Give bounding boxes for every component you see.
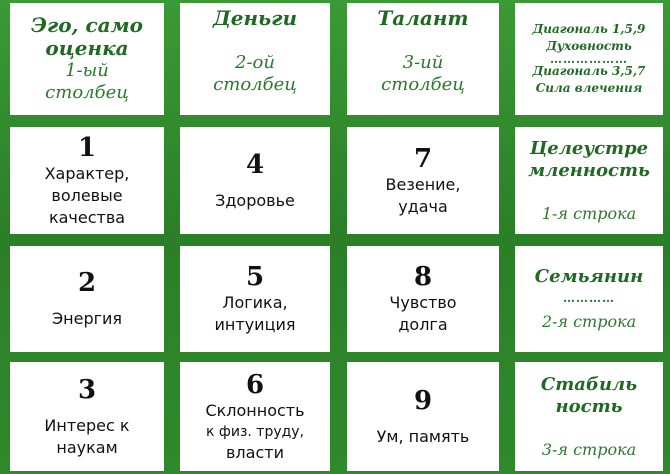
cell-7-line-2: удача — [398, 196, 448, 216]
row-3-title-1: Стабиль — [540, 373, 638, 395]
header-diagonals — [515, 3, 663, 115]
cell-1 — [10, 127, 164, 234]
header-col3-sub-1: 3-ий — [402, 52, 444, 73]
cell-8-line-1: Чувство — [389, 293, 457, 312]
cell-6 — [180, 362, 330, 471]
cell-9 — [347, 362, 499, 471]
header-col2-sub-2: столбец — [213, 74, 297, 95]
cell-3-number: 3 — [77, 374, 97, 405]
row-3-sub: 3-я строка — [541, 439, 637, 459]
cell-1-number: 1 — [77, 132, 97, 163]
diagonal-1-name: Духовность — [546, 39, 632, 53]
row-2-sub: 2-я строка — [541, 312, 637, 331]
header-col1-title-2: оценка — [45, 36, 129, 60]
row-1-title-2: мленность — [528, 159, 650, 181]
cell-4 — [180, 127, 330, 234]
cell-8 — [347, 246, 499, 352]
header-col2 — [180, 3, 330, 115]
row-3-title-2: ность — [555, 395, 623, 417]
cell-2-number: 2 — [77, 268, 97, 298]
cell-3 — [10, 362, 164, 471]
header-col3-sub-2: столбец — [381, 74, 465, 95]
row-2-summary — [515, 246, 663, 352]
cell-3-line-2: наукам — [56, 437, 118, 457]
cell-3-line-1: Интерес к — [44, 415, 130, 435]
cell-8-number: 8 — [413, 262, 433, 292]
cell-6-number: 6 — [245, 369, 265, 400]
header-col3-title: Талант — [377, 6, 469, 30]
cell-7-line-1: Везение, — [385, 174, 461, 194]
row-2-title: Семьянин — [534, 266, 644, 287]
cell-6-line-3: власти — [226, 442, 284, 462]
diagonal-separator: ……………… — [550, 52, 628, 66]
cell-7-number: 7 — [413, 143, 433, 174]
cell-8-line-2: долга — [398, 315, 448, 334]
row-1-title-1: Целеустре — [529, 137, 649, 159]
diagonal-2-name: Сила влечения — [535, 81, 643, 95]
row-1-sub: 1-я строка — [541, 203, 637, 223]
header-col2-sub-1: 2-ой — [235, 52, 275, 73]
row-3-summary — [515, 362, 663, 471]
cell-5-number: 5 — [245, 262, 265, 292]
header-col1-title-1: Эго, само — [31, 13, 143, 37]
header-col1-sub-1: 1-ый — [65, 60, 109, 81]
cell-1-line-2: волевые — [51, 185, 123, 205]
cell-4-line-1: Здоровье — [215, 190, 295, 210]
cell-9-line-1: Ум, память — [376, 426, 470, 446]
cell-5-line-2: интуиция — [214, 315, 296, 334]
cell-9-number: 9 — [413, 385, 433, 416]
header-col1 — [10, 3, 164, 115]
cell-2 — [10, 246, 164, 352]
cell-2-line-1: Энергия — [51, 309, 123, 328]
header-col1-sub-2: столбец — [45, 82, 129, 103]
cell-6-line-1: Склонность — [205, 400, 305, 420]
row-2-dots: ………… — [563, 291, 615, 305]
cell-7 — [347, 127, 499, 234]
cell-1-line-1: Характер, — [44, 163, 130, 183]
header-col2-title: Деньги — [212, 6, 298, 30]
row-1-summary — [515, 127, 663, 234]
cell-4-number: 4 — [245, 149, 265, 180]
diagonal-1-label: Диагональ 1,5,9 — [532, 22, 646, 36]
cell-5-line-1: Логика, — [222, 293, 288, 312]
diagonal-2-label: Диагональ 3,5,7 — [532, 64, 646, 78]
cell-5 — [180, 246, 330, 352]
cell-1-line-3: качества — [48, 207, 126, 227]
header-col3 — [347, 3, 499, 115]
cell-6-line-2: к физ. труду, — [205, 423, 305, 440]
